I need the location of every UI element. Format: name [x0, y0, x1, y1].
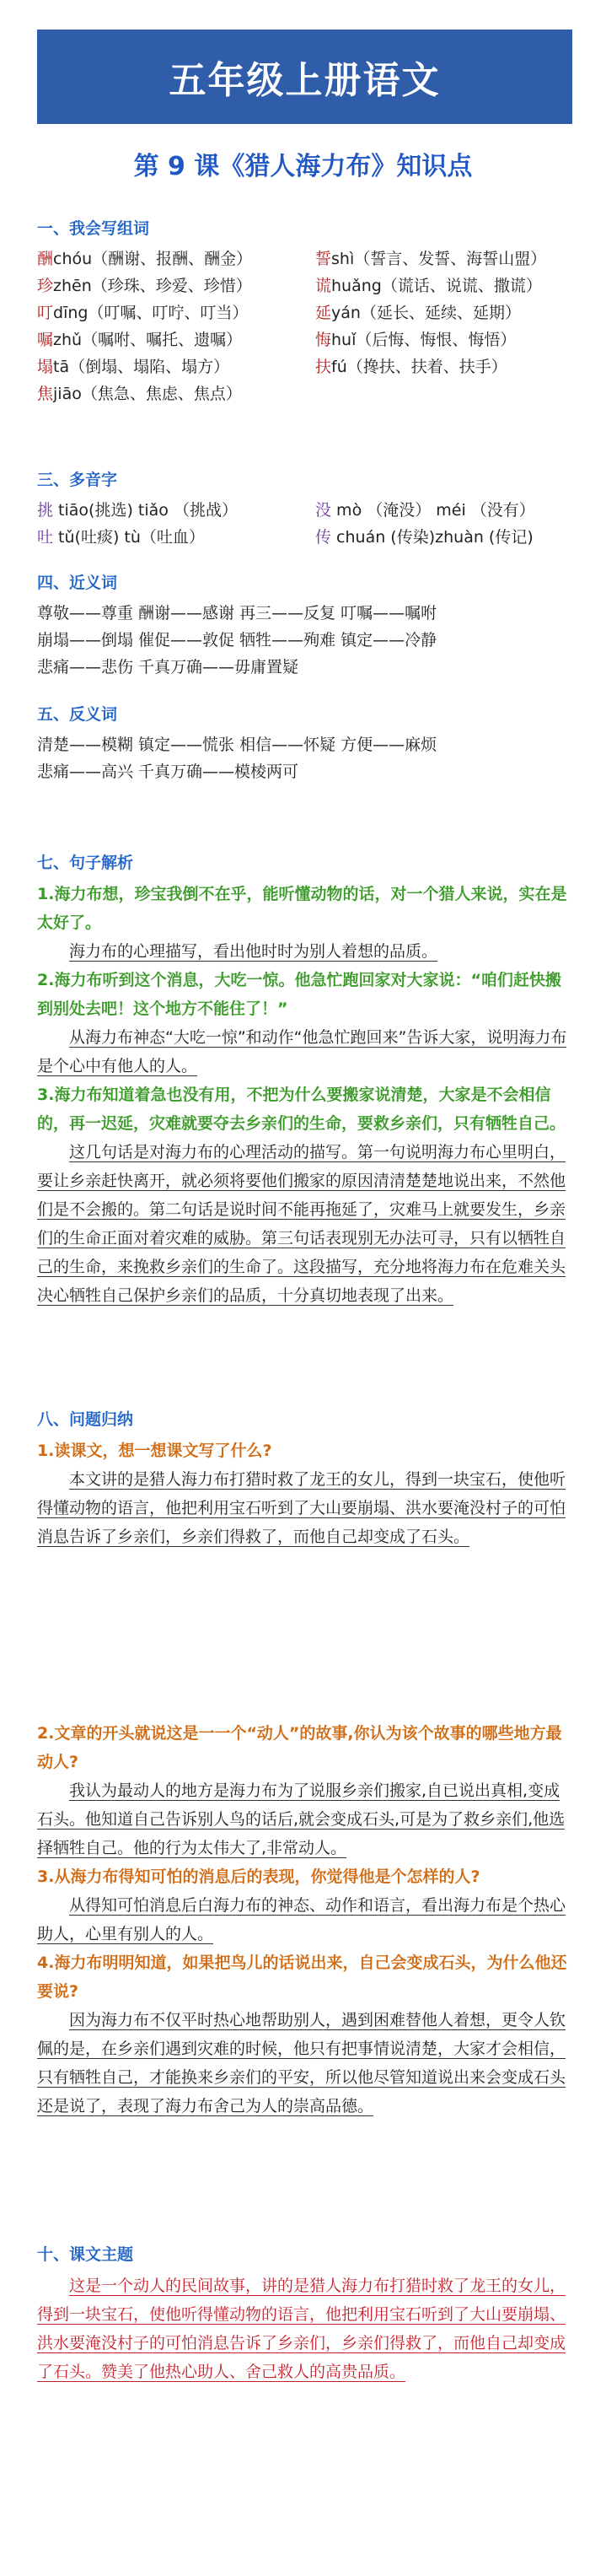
- antonym-line: 清楚——模糊 镇定——慌张 相信——怀疑 方便——麻烦: [37, 736, 437, 754]
- synonym-line: 尊敬——尊重 酬谢——感谢 再三——反复 叮嘱——嘱咐: [37, 604, 437, 622]
- word-item: [37, 245, 315, 272]
- char: 叮: [37, 304, 54, 322]
- section-sentence-analysis: [37, 850, 570, 1310]
- word-detail: huǎng（谎话、说谎、撒谎）: [331, 277, 542, 295]
- char: 没: [315, 501, 332, 520]
- section-title: 七、句子解析: [37, 854, 134, 872]
- word-detail: dīng（叮嘱、叮咛、叮当）: [53, 304, 249, 322]
- char: 珍: [37, 277, 54, 295]
- word-detail: shì（誓言、发誓、海誓山盟）: [331, 250, 547, 268]
- char: 酬: [37, 250, 54, 268]
- char: 悔: [315, 331, 332, 349]
- word-detail: jiāo（焦急、焦虑、焦点）: [53, 385, 242, 403]
- word-item: [315, 353, 577, 380]
- answer: 海力布的心理描写，看出他时时为别人着想的品质。: [69, 942, 438, 961]
- word-item: [315, 272, 577, 299]
- word-item: [37, 326, 315, 353]
- pinyin-detail: chuán (传染)zhuàn (传记): [331, 528, 534, 547]
- question: 1.读课文，想一想课文写了什么?: [37, 1442, 272, 1460]
- question: 2.文章的开头就说这是一一个“动人”的故事,你认为该个故事的哪些地方最动人?: [37, 1724, 562, 1771]
- word-item: [315, 326, 577, 353]
- synonym-line: 悲痛——悲伤 千真万确——毋庸置疑: [37, 658, 299, 676]
- word-detail: yán（延长、延续、延期）: [331, 304, 521, 322]
- question: 1.海力布想，珍宝我倒不在乎，能听懂动物的话，对一个猎人来说，实在是太好了。: [37, 885, 567, 932]
- char: 焦: [37, 385, 54, 403]
- word-item: [37, 353, 315, 380]
- answer: 从海力布神态“大吃一惊”和动作“他急忙跑回来”告诉大家，说明海力布是个心中有他人的人。: [37, 1028, 567, 1075]
- section-antonyms: [37, 702, 577, 785]
- answer: 因为海力布不仅平时热心地帮助别人，遇到困难替他人着想，更令人钦佩的是，在乡亲们遇到灾难的时候，他只有把事情说清楚，大家才会相信，只有牺牲自己，才能换来乡亲们的平安，所以他尽管知道说出来会变成石头还是说了，表现了海力布舍己为人的崇高品德。: [37, 2011, 566, 2115]
- word-detail: fú（搀扶、扶着、扶手）: [331, 358, 507, 376]
- word-list-left: [37, 245, 315, 407]
- section-question-summary: [37, 1407, 570, 1551]
- section-question-summary-cont: [37, 1719, 570, 2121]
- pinyin-detail: tǔ(吐痰) tù（吐血）: [53, 528, 205, 547]
- char: 传: [315, 528, 332, 547]
- char: 誓: [315, 250, 332, 268]
- section-title: 四、近义词: [37, 574, 118, 592]
- section-title: 八、问题归纳: [37, 1410, 134, 1429]
- word-detail: zhǔ（嘱咐、嘱托、遗嘱）: [53, 331, 243, 349]
- char: 塌: [37, 358, 54, 376]
- word-detail: huǐ（后悔、悔恨、悔悟）: [331, 331, 517, 349]
- answer: 我认为最动人的地方是海力布为了说服乡亲们搬家,自已说出真相,变成石头。他知道自己告诉别人鸟的话后,就会变成石头,可是为了救乡亲们,他选择牺牲自己。他的行为太伟大了,非常动人。: [37, 1781, 566, 1857]
- char: 扶: [315, 358, 332, 376]
- section-title: 三、多音字: [37, 471, 118, 489]
- word-list-right: [315, 245, 577, 407]
- char: 挑: [37, 501, 54, 520]
- theme-text: 这是一个动人的民间故事，讲的是猎人海力布打猎时救了龙王的女儿，得到一块宝石，使他听得懂动物的语言，他把利用宝石听到了大山要崩塌、洪水要淹没村子的可怕消息告诉了乡亲们，乡亲们得救了，而他自己却变成了石头。赞美了他热心助人、舍己救人的高贵品质。: [37, 2277, 566, 2381]
- polyphone-row: [37, 497, 577, 524]
- char: 延: [315, 304, 332, 322]
- word-item: [315, 299, 577, 326]
- word-item: [315, 245, 577, 272]
- word-item: [37, 272, 315, 299]
- question: 2.海力布听到这个消息，大吃一惊。他急忙跑回家对大家说：“咱们赶快搬到别处去吧！这个地方不能住了！”: [37, 971, 561, 1018]
- synonym-line: 崩塌——倒塌 催促——敦促 牺牲——殉难 镇定——冷静: [37, 631, 437, 649]
- section-polyphones: [37, 467, 577, 551]
- section-title: 五、反义词: [37, 705, 118, 724]
- answer: 从得知可怕消息后白海力布的神态、动作和语言，看出海力布是个热心助人，心里有别人的人。: [37, 1896, 566, 1943]
- section-write-words: [37, 216, 577, 407]
- section-theme: [37, 2242, 570, 2386]
- pinyin-detail: tiāo(挑选) tiǎo （挑战）: [53, 501, 238, 520]
- polyphone-row: [37, 524, 577, 551]
- word-item: [37, 380, 315, 407]
- word-detail: tā（倒塌、塌陷、塌方）: [53, 358, 230, 376]
- answer: 本文讲的是猎人海力布打猎时救了龙王的女儿，得到一块宝石，使他听得懂动物的语言，他把利用宝石听到了大山要崩塌、洪水要淹没村子的可怕消息告诉了乡亲们，乡亲们得救了，而他自己却变成了石头。: [37, 1470, 566, 1546]
- title-banner: [37, 30, 572, 124]
- char: 嘱: [37, 331, 54, 349]
- antonym-line: 悲痛——高兴 千真万确——模棱两可: [37, 763, 299, 781]
- char: 吐: [37, 528, 54, 547]
- section-title: 十、课文主题: [37, 2245, 134, 2264]
- lesson-subtitle: 第 9 课《猎人海力布》知识点: [133, 152, 473, 181]
- question: 4.海力布明明知道，如果把鸟儿的话说出来，自己会变成石头，为什么他还要说?: [37, 1954, 567, 2001]
- pinyin-detail: mò （淹没） méi （没有）: [331, 501, 535, 520]
- question: 3.从海力布得知可怕的消息后的表现，你觉得他是个怎样的人?: [37, 1867, 480, 1886]
- page-title: 五年级上册语文: [169, 59, 441, 102]
- question: 3.海力布知道着急也没有用，不把为什么要搬家说清楚，大家是不会相信的，再一迟延，灾难就要夺去乡亲们的生命，要救乡亲们，只有牺牲自己。: [37, 1086, 566, 1133]
- answer: 这几句话是对海力布的心理活动的描写。第一句说明海力布心里明白，要让乡亲赶快离开，就必须将要他们搬家的原因清清楚楚地说出来，不然他们是不会搬的。第二句话是说时间不能再拖延了，灾难马上就要发生，乡亲们的生命正面对着灾难的威胁。第三句话表现别无办法可寻，只有以牺牲自己的生命，来挽救乡亲们的生命了。这段描写，充分地将海力布在危难关头决心牺牲自己保护乡亲们的品质，十分真切地表现了出来。: [37, 1143, 566, 1305]
- word-detail: chóu（酬谢、报酬、酬金）: [53, 250, 253, 268]
- word-item: [37, 299, 315, 326]
- section-synonyms: [37, 570, 577, 681]
- section-title: 一、我会写组词: [37, 219, 150, 238]
- char: 谎: [315, 277, 332, 295]
- word-detail: zhēn（珍珠、珍爱、珍惜）: [53, 277, 252, 295]
